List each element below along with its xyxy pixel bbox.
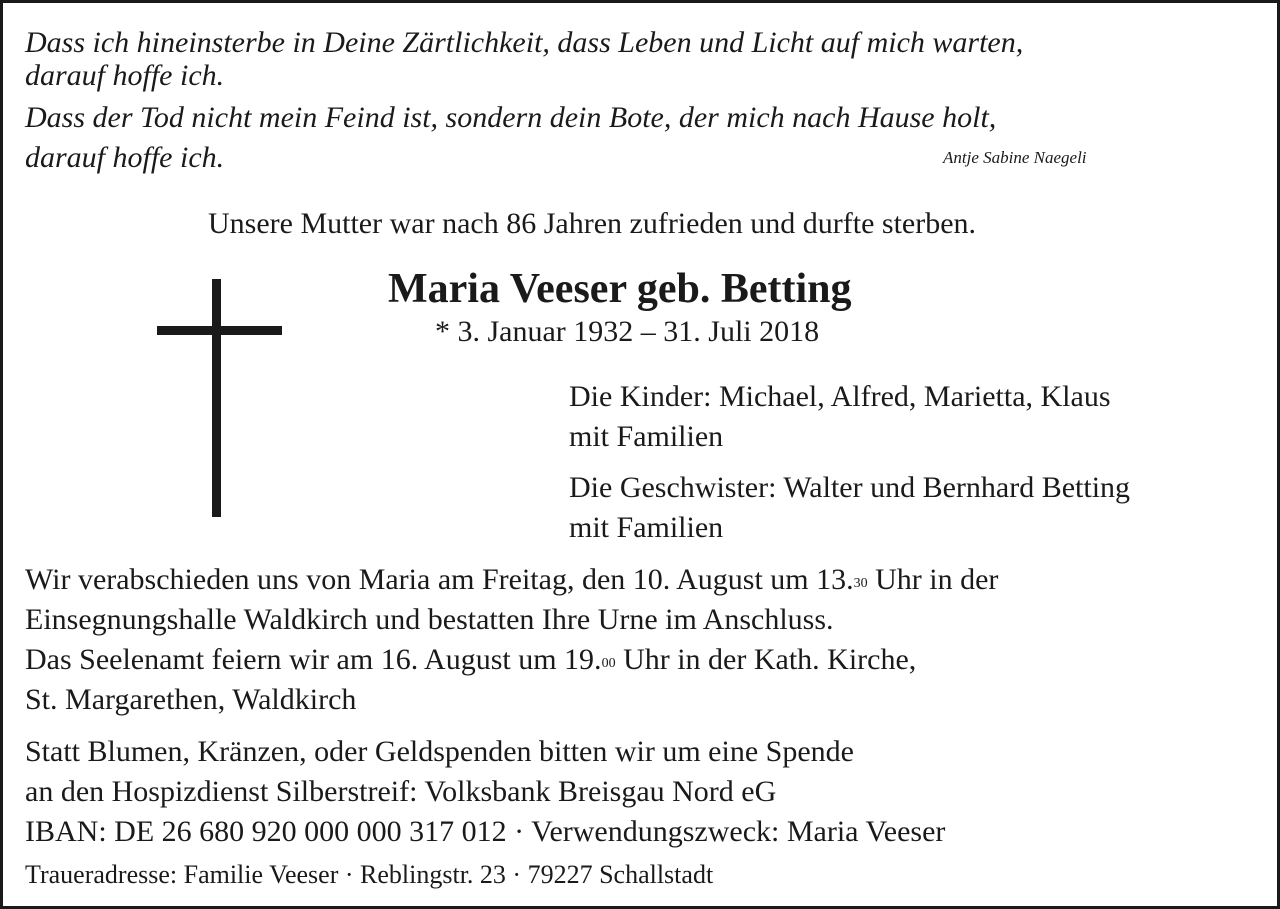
poem-line-1: Dass ich hineinsterbe in Deine Zärtlichkeit, dass Leben und Licht auf mich warten, [25, 26, 1024, 59]
farewell-line-3-text: Das Seelenamt feiern wir am 16. August um 19. [25, 643, 602, 676]
time-minutes-1: 30 [853, 576, 868, 591]
intro-text: Unsere Mutter war nach 86 Jahren zufrieden und durfte sterben. [208, 207, 977, 240]
deceased-name: Maria Veeser geb. Betting [388, 266, 852, 312]
farewell-line-3 [25, 640, 998, 680]
farewell-line-1-text: Wir verabschieden uns von Maria am Freitag, den 10. August um 13. [25, 563, 854, 596]
family-siblings [569, 468, 1130, 548]
poem-line-2: darauf hoffe ich. [25, 59, 225, 92]
farewell-line-4: St. Margarethen, Waldkirch [25, 683, 357, 716]
children-families: mit Familien [569, 420, 724, 453]
donation-iban: IBAN: DE 26 680 920 000 000 317 012 · Verwendungszweck: Maria Veeser [25, 815, 946, 848]
donation-text [25, 732, 945, 852]
poem-line-4: darauf hoffe ich. [25, 141, 225, 174]
mourning-address: Traueradresse: Familie Veeser · Reblingstr. 23 · 79227 Schallstadt [25, 860, 714, 889]
time-minutes-2: 00 [601, 656, 616, 671]
farewell-line-3-rest: Uhr in der Kath. Kirche, [615, 643, 917, 676]
siblings-families: mit Familien [569, 511, 724, 544]
farewell-text [25, 560, 998, 720]
donation-line-1: Statt Blumen, Kränzen, oder Geldspenden bitten wir um eine Spende [25, 735, 854, 768]
donation-line-2: an den Hospizdienst Silberstreif: Volksbank Breisgau Nord eG [25, 775, 777, 808]
children-names: Die Kinder: Michael, Alfred, Marietta, Klaus [569, 380, 1111, 413]
farewell-line-1 [25, 560, 998, 600]
life-dates: * 3. Januar 1932 – 31. Juli 2018 [435, 315, 820, 348]
poem-line-3: Dass der Tod nicht mein Feind ist, sondern dein Bote, der mich nach Hause holt, [25, 101, 997, 134]
farewell-line-2: Einsegnungshalle Waldkirch und bestatten Ihre Urne im Anschluss. [25, 603, 834, 636]
farewell-line-1-rest: Uhr in der [867, 563, 999, 596]
poem-author: Antje Sabine Naegeli [943, 148, 1087, 167]
family-children [569, 377, 1111, 457]
siblings-names: Die Geschwister: Walter und Bernhard Betting [569, 471, 1131, 504]
